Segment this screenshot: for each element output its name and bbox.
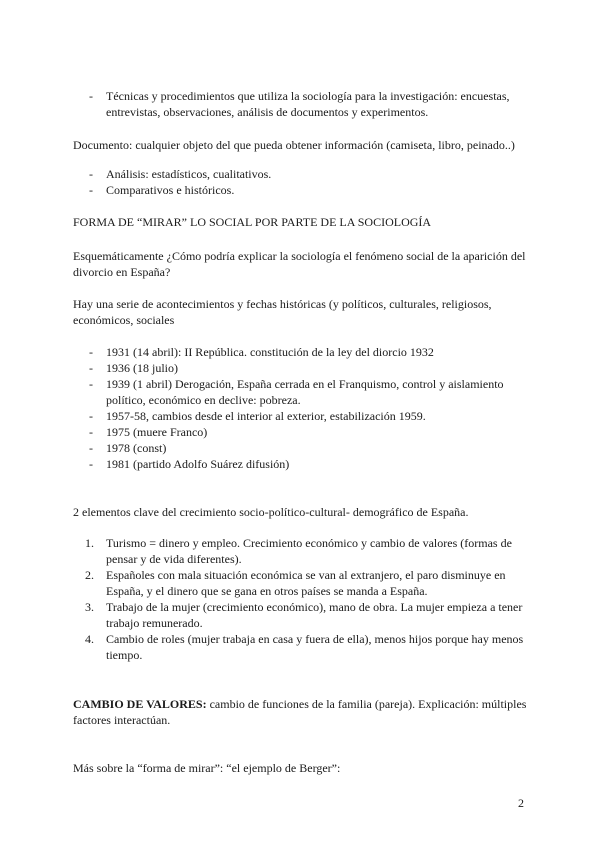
list-item [73, 182, 528, 198]
events-list [73, 344, 528, 472]
list-item [73, 344, 528, 360]
list-item [73, 631, 528, 663]
list-item-text: 1936 (18 julio) [106, 361, 178, 375]
dash-marker: - [89, 183, 93, 197]
list-item [73, 166, 528, 182]
list-item-text: Técnicas y procedimientos que utiliza la sociología para la investigación: encuestas, entrevistas, observaciones, análisis de documentos y experimentos. [106, 89, 510, 119]
number-marker: 3. [85, 600, 94, 614]
list-item [73, 440, 528, 456]
dash-marker: - [89, 441, 93, 455]
dash-marker: - [89, 409, 93, 423]
list-item-text: Cambio de roles (mujer trabaja en casa y fuera de ella), menos hijos porque hay menos tiempo. [106, 632, 524, 662]
intro-list [73, 88, 528, 120]
list-item-text: Turismo = dinero y empleo. Crecimiento económico y cambio de valores (formas de pensar y de vida diferentes). [106, 536, 512, 566]
elements-list [73, 535, 528, 663]
question-paragraph: Esquemáticamente ¿Cómo podría explicar la sociología el fenómeno social de la aparición del divorcio en España? [73, 249, 526, 279]
page-number: 2 [518, 796, 524, 810]
list-item [73, 567, 528, 599]
number-marker: 1. [85, 536, 94, 550]
list-item-text: 1978 (const) [106, 441, 167, 455]
list-item [73, 88, 528, 120]
dash-marker: - [89, 167, 93, 181]
list-item [73, 360, 528, 376]
section-heading: FORMA DE “MIRAR” LO SOCIAL POR PARTE DE LA SOCIOLOGÍA [73, 215, 432, 229]
analysis-list [73, 166, 528, 198]
list-item-text: 1931 (14 abril): II República. constitución de la ley del diorcio 1932 [106, 345, 434, 359]
list-item-text: Análisis: estadísticos, cualitativos. [106, 167, 272, 181]
list-item-text: Trabajo de la mujer (crecimiento económico), mano de obra. La mujer empieza a tener trabajo remunerado. [106, 600, 523, 630]
dash-marker: - [89, 89, 93, 103]
intro-list-block [73, 88, 528, 120]
elements-list-block [73, 535, 528, 663]
list-item [73, 599, 528, 631]
list-item-text: 1975 (muere Franco) [106, 425, 208, 439]
list-item-text: 1981 (partido Adolfo Suárez difusión) [106, 457, 290, 471]
list-item-text: Españoles con mala situación económica se van al extranjero, el paro disminuye en España, y el dinero que se gana en otros países se manda a España. [106, 568, 506, 598]
analysis-list-block [73, 166, 528, 198]
dash-marker: - [89, 361, 93, 375]
list-item [73, 408, 528, 424]
list-item-text: Comparativos e históricos. [106, 183, 235, 197]
dash-marker: - [89, 425, 93, 439]
number-marker: 2. [85, 568, 94, 582]
cambio-paragraph [73, 696, 528, 728]
cambio-text: cambio de funciones de la familia (pareja). Explicación: múltiples factores interactúan. [73, 697, 527, 727]
list-item [73, 376, 528, 408]
dash-marker: - [89, 377, 93, 391]
list-item [73, 424, 528, 440]
list-item [73, 535, 528, 567]
dash-marker: - [89, 345, 93, 359]
mas-paragraph: Más sobre la “forma de mirar”: “el ejemplo de Berger”: [73, 761, 341, 775]
list-item-text: 1957-58, cambios desde el interior al exterior, estabilización 1959. [106, 409, 426, 423]
dash-marker: - [89, 457, 93, 471]
list-item-text: 1939 (1 abril) Derogación, España cerrada en el Franquismo, control y aislamiento político, económico en declive: pobreza. [106, 377, 504, 407]
events-intro-paragraph: Hay una serie de acontecimientos y fechas históricas (y políticos, culturales, religiosos, económicos, sociales [73, 297, 492, 327]
elements-intro-paragraph: 2 elementos clave del crecimiento socio-político-cultural- demográfico de España. [73, 505, 469, 519]
list-item [73, 456, 528, 472]
number-marker: 4. [85, 632, 94, 646]
documento-paragraph: Documento: cualquier objeto del que pueda obtener información (camiseta, libro, peinado..) [73, 138, 515, 152]
cambio-label: CAMBIO DE VALORES: [73, 697, 207, 711]
events-list-block [73, 344, 528, 472]
